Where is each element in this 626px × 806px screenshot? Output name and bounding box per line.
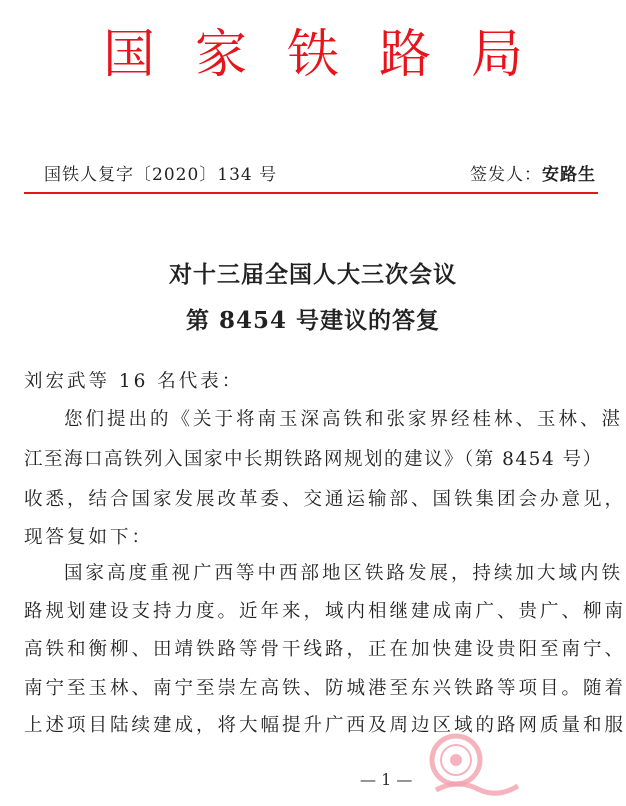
body-line: 您们提出的《关于将南玉深高铁和张家界经桂林、玉林、湛 [64, 409, 624, 430]
body-line: 江至海口高铁列入国家中长期铁路网规划的建议》（第 8454 号） [24, 449, 603, 470]
signer-label: 签发人： [470, 165, 542, 185]
signer-name: 安路生 [542, 165, 596, 185]
body-line: 高铁和衡柳、田靖铁路等骨干线路，正在加快建设贵阳至南宁、 [24, 639, 626, 660]
body-line: 上述项目陆续建成，将大幅提升广西及周边区域的路网质量和服 [24, 715, 626, 736]
salutation: 刘宏武等 16 名代表： [24, 371, 244, 392]
document-number: 国铁人复字〔2020〕134 号 [44, 165, 278, 185]
body-line: 路规划建设支持力度。近年来，域内相继建成南广、贵广、柳南 [24, 601, 626, 622]
red-divider [24, 192, 598, 194]
doc-title-line-1: 对十三届全国人大三次会议 [169, 261, 457, 288]
issuer-header: 国家铁路局 [102, 25, 563, 85]
doc-title-line-2: 第 8454 号建议的答复 [185, 307, 441, 334]
watermark-logo-icon [428, 732, 626, 802]
signer [470, 160, 596, 185]
body-line: 现答复如下： [24, 527, 154, 548]
watermark [428, 732, 626, 802]
body-line: 南宁至玉林、南宁至崇左高铁、防城港至东兴铁路等项目。随着 [24, 678, 626, 699]
body-line: 收悉，结合国家发展改革委、交通运输部、国铁集团会办意见， [24, 489, 626, 510]
body-line: 国家高度重视广西等中西部地区铁路发展，持续加大域内铁 [64, 563, 624, 584]
page-number: — 1 — [360, 770, 413, 789]
